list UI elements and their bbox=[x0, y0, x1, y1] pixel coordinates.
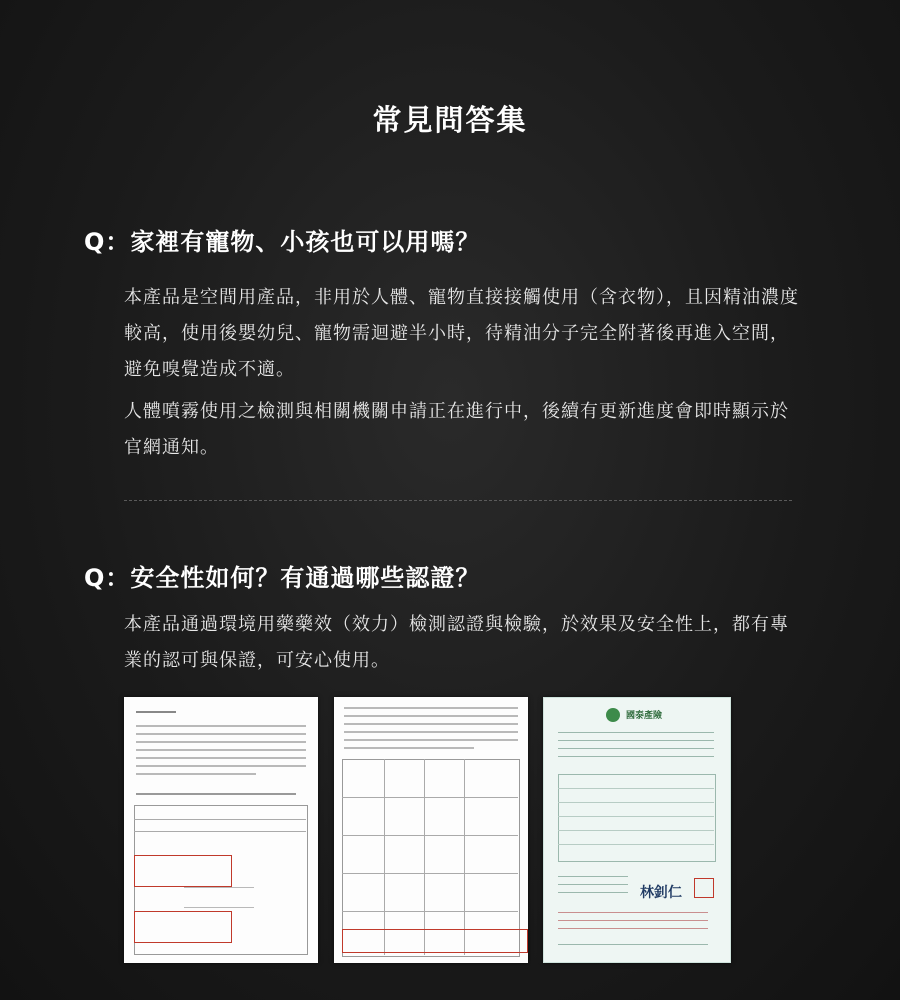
insurance-certificate-document bbox=[543, 697, 731, 963]
certificate-signature: 林釗仁 bbox=[640, 885, 682, 901]
faq-answer-safety-certification: 本產品通過環境用藥藥效（效力）檢測認證與檢驗，於效果及安全性上，都有專業的認可與保證，可安心使用。 bbox=[124, 614, 789, 671]
faq-question-pets-children: Q：家裡有寵物、小孩也可以用嗎？ bbox=[84, 228, 481, 256]
tree-logo-icon bbox=[606, 708, 620, 722]
red-seal-stamp bbox=[694, 878, 714, 898]
faq-answer-pets-children-update: 人體噴霧使用之檢測與相關機關申請正在進行中，後續有更新進度會即時顯示於官網通知。 bbox=[124, 401, 789, 458]
test-report-document bbox=[124, 697, 318, 963]
page-title: 常見問答集 bbox=[372, 103, 528, 137]
test-data-table-document bbox=[334, 697, 528, 963]
section-divider bbox=[124, 500, 792, 501]
faq-answer-pets-children: 本產品是空間用產品，非用於人體、寵物直接接觸使用（含衣物），且因精油濃度較高，使用後嬰幼兒、寵物需迴避半小時，待精油分子完全附著後再進入空間，避免嗅覺造成不適。 bbox=[124, 287, 799, 380]
certificate-brand: 國泰產險 bbox=[626, 711, 663, 721]
faq-question-safety-certification: Q：安全性如何？有通過哪些認證？ bbox=[84, 564, 481, 592]
